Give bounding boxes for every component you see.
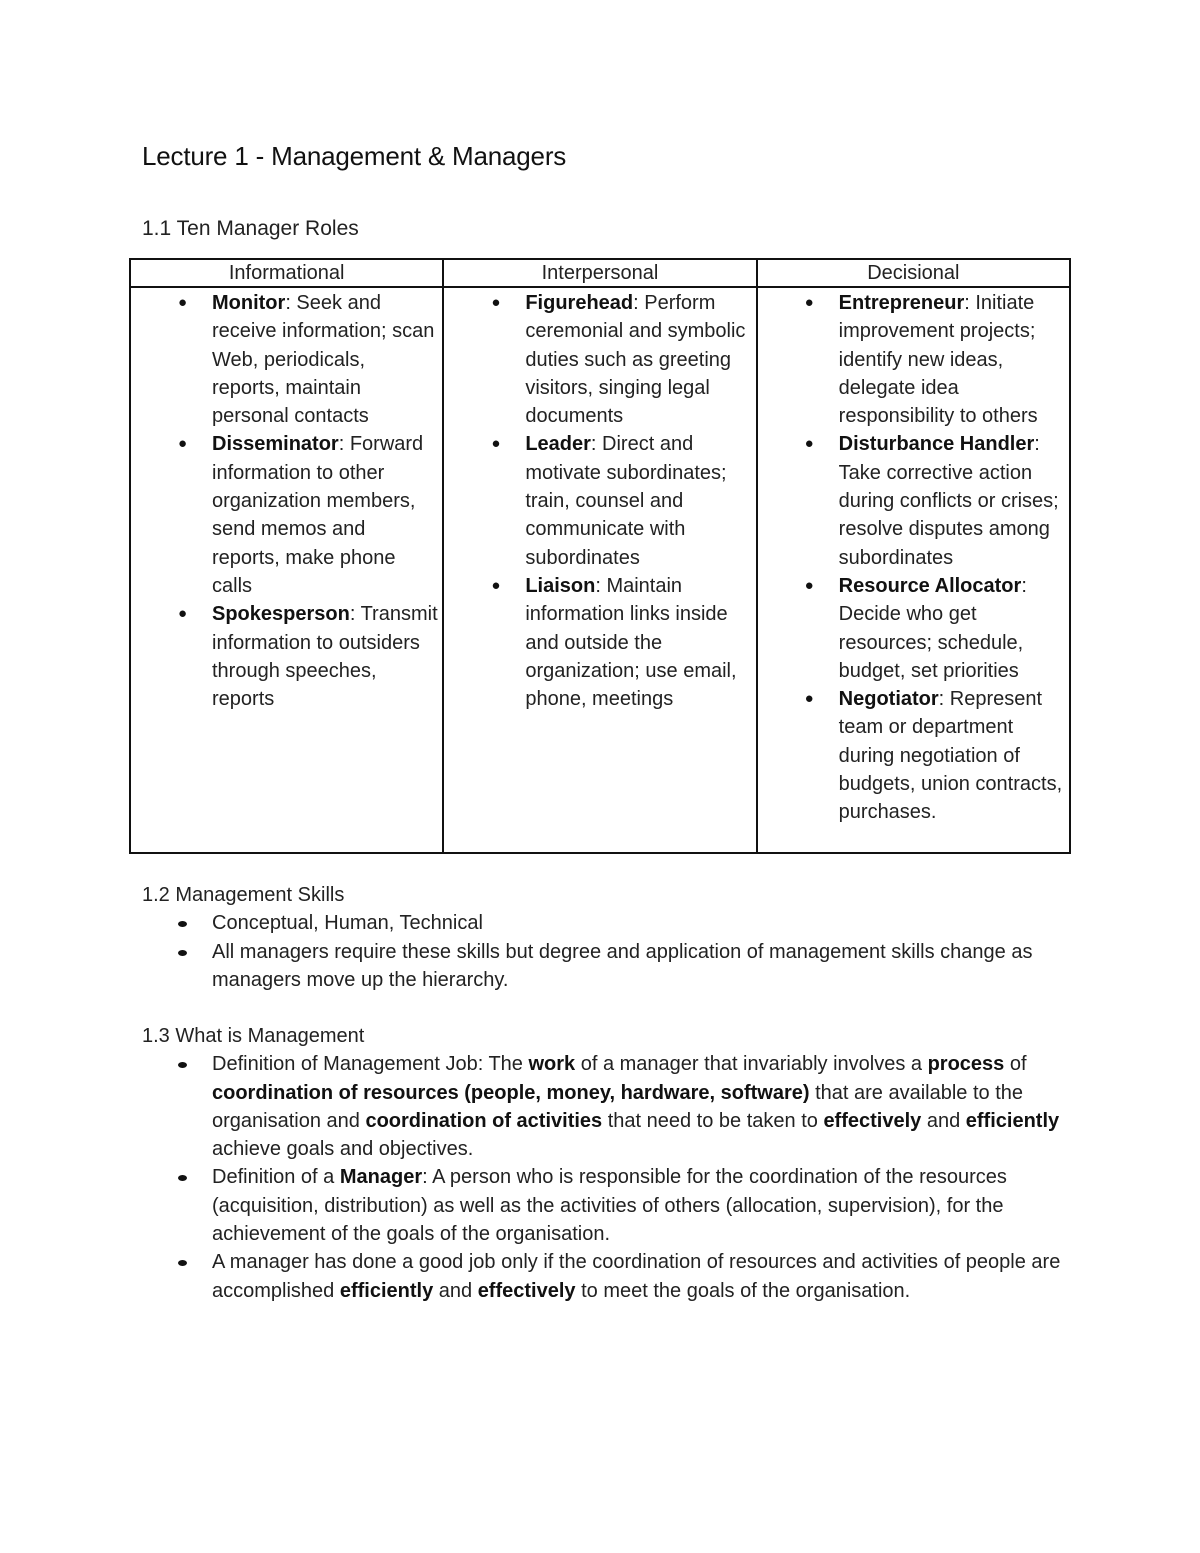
bullet-icon: [178, 1062, 187, 1068]
role-list-interpersonal: [444, 288, 755, 713]
role-item: [131, 430, 442, 600]
role-item: [758, 572, 1069, 685]
bullet-icon: ●: [178, 435, 188, 453]
bullet-icon: [178, 1175, 187, 1181]
skills-bullet-list: [142, 909, 1062, 994]
bold-text-run: work: [528, 1053, 576, 1076]
manager-roles-table: [129, 258, 1071, 854]
section-what-is-management: [142, 1022, 1062, 1305]
page-title: Lecture 1 - Management & Managers: [142, 141, 567, 171]
role-description: : Maintain information links inside and outside the organization; use email, phone, meetings: [525, 574, 737, 711]
role-item: [758, 685, 1069, 826]
text-run: Definition of Management Job: The: [212, 1053, 529, 1076]
role-name: Figurehead: [525, 292, 634, 314]
bullet-icon: ●: [804, 435, 814, 453]
bold-text-run: efficiently: [339, 1279, 434, 1302]
rich-text: [212, 1251, 1060, 1301]
role-description: : Seek and receive information; scan Web, periodicals, reports, maintain personal contacts: [212, 292, 435, 428]
role-name: Entrepreneur: [838, 292, 965, 314]
bold-text-run: process: [927, 1053, 1005, 1076]
role-item: [444, 572, 755, 713]
role-name: Monitor: [212, 292, 286, 314]
role-list-informational: [131, 288, 442, 713]
column-header-informational: Informational: [130, 259, 443, 287]
bold-text-run: coordination of resources (people, money, hardware, software): [212, 1081, 810, 1104]
bullet-icon: [178, 950, 187, 956]
bold-text-run: effectively: [823, 1109, 922, 1132]
list-item: [142, 1050, 1062, 1163]
table-header-row: [130, 259, 1070, 287]
table-body-row: [130, 287, 1070, 853]
role-item: [131, 289, 442, 430]
management-bullet-list: [142, 1050, 1062, 1305]
list-item: [142, 1163, 1062, 1248]
rich-text: [212, 1053, 1059, 1160]
rich-text: [212, 1166, 1007, 1245]
bullet-icon: ●: [804, 576, 814, 594]
role-name: Liaison: [525, 574, 596, 597]
role-item: [131, 600, 442, 713]
list-item: [142, 909, 1062, 937]
text-run: that are available to the organisation and: [212, 1081, 1024, 1132]
cell-informational: [130, 287, 443, 853]
column-header-interpersonal: Interpersonal: [443, 259, 756, 287]
bullet-icon: ●: [804, 690, 814, 708]
bullet-icon: [178, 1260, 187, 1266]
role-description: : Take corrective action during conflicts or crises; resolve disputes among subordinates: [838, 433, 1059, 569]
bullet-icon: ●: [491, 294, 501, 311]
role-description: : Direct and motivate subordinates; train, counsel and communicate with subordinates: [525, 433, 727, 569]
bold-text-run: effectively: [477, 1279, 576, 1302]
text-run: and: [921, 1109, 966, 1132]
bold-text-run: efficiently: [965, 1109, 1060, 1132]
role-name: Disturbance Handler: [838, 433, 1035, 456]
text-run: of a manager that invariably involves a: [575, 1053, 928, 1076]
section-management-skills: [142, 881, 1062, 994]
text-run: and: [433, 1279, 478, 1302]
section-heading-management: 1.3 What is Management: [142, 1025, 365, 1047]
text-run: that need to be taken to: [602, 1109, 824, 1132]
bold-text-run: coordination of activities: [365, 1109, 603, 1132]
list-item-text: Conceptual, Human, Technical: [212, 912, 483, 935]
cell-decisional: [757, 287, 1070, 853]
section-heading-skills: 1.2 Management Skills: [142, 884, 345, 906]
role-description: : Transmit information to outsiders through speeches, reports: [212, 603, 438, 711]
bullet-icon: ●: [491, 576, 501, 594]
role-item: [444, 289, 755, 430]
list-item-text: All managers require these skills but degree and application of management skills change as managers move up the hierarchy.: [212, 940, 1033, 991]
text-run: of: [1004, 1053, 1027, 1076]
bullet-icon: ●: [178, 605, 188, 623]
bullet-icon: ●: [804, 294, 814, 311]
bullet-icon: [178, 921, 187, 927]
role-description: : Initiate improvement projects; identify new ideas, delegate idea responsibility to others: [838, 292, 1038, 428]
role-description: : Forward information to other organization members, send memos and reports, make phone calls: [212, 433, 424, 597]
text-run: Definition of a: [212, 1166, 340, 1189]
role-description: : Perform ceremonial and symbolic duties such as greeting visitors, singing legal documents: [525, 292, 746, 428]
role-name: Spokesperson: [212, 603, 350, 626]
role-name: Leader: [525, 433, 591, 456]
bullet-icon: ●: [178, 294, 188, 311]
text-run: achieve goals and objectives.: [212, 1138, 474, 1161]
column-header-decisional: Decisional: [757, 259, 1070, 287]
text-run: A manager has done a good job only if the coordination of resources and activities of people are accomplished: [212, 1251, 1061, 1302]
role-item: [444, 430, 755, 571]
role-name: Resource Allocator: [838, 574, 1022, 597]
section-heading-roles: 1.1 Ten Manager Roles: [142, 217, 359, 240]
bullet-icon: ●: [491, 435, 501, 453]
list-item: [142, 1248, 1062, 1305]
role-name: Disseminator: [212, 433, 339, 456]
role-item: [758, 289, 1069, 430]
list-item: [142, 938, 1062, 995]
role-description: : Decide who get resources; schedule, budget, set priorities: [838, 574, 1027, 682]
role-item: [758, 430, 1069, 571]
text-run: : A person who is responsible for the coordination of the resources (acquisition, distribution) as well as the activities of others (allocation, supervision), for the achievement of the goals of the organisation.: [212, 1166, 1007, 1246]
role-description: : Represent team or department during negotiation of budgets, union contracts, purchases.: [838, 688, 1063, 824]
text-run: to meet the goals of the organisation.: [575, 1279, 911, 1302]
role-list-decisional: [758, 288, 1069, 827]
bold-text-run: Manager: [339, 1166, 423, 1189]
role-name: Negotiator: [838, 688, 939, 711]
cell-interpersonal: [443, 287, 756, 853]
